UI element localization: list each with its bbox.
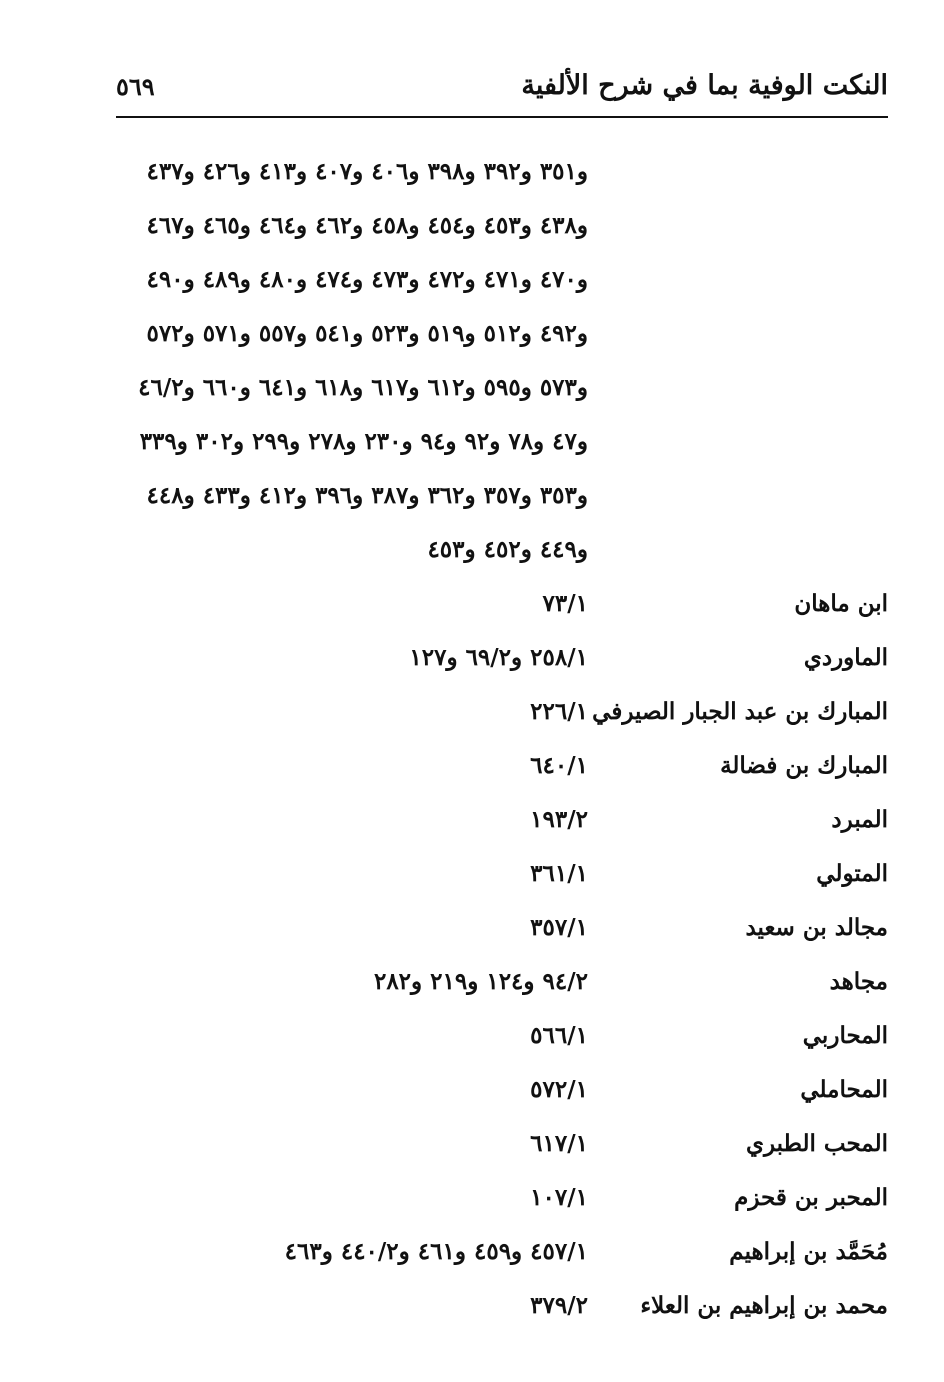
index-entry xyxy=(116,1174,888,1228)
entry-name: المحاربي xyxy=(802,1022,888,1049)
continuation-line: و٤٣٨ و٤٥٣ و٤٥٤ و٤٥٨ و٤٦٢ و٤٦٤ و٤٦٥ و٤٦٧ xyxy=(146,212,588,239)
entry-refs: ٣٥٧/١ xyxy=(530,914,588,941)
entry-name: ابن ماهان xyxy=(794,590,888,617)
page-number: ٥٦٩ xyxy=(116,72,155,101)
entry-name: محمد بن إبراهيم بن العلاء xyxy=(640,1292,888,1319)
entry-refs: ٤٥٧/١ و٤٥٩ و٤٦١ و٤٤٠/٢ و٤٦٣ xyxy=(284,1238,588,1265)
entry-name: المبارك بن عبد الجبار الصيرفي xyxy=(592,698,888,725)
entry-refs: ٢٥٨/١ و٦٩/٢ و١٢٧ xyxy=(409,644,588,671)
continuation-line: و٤٧٠ و٤٧١ و٤٧٢ و٤٧٣ و٤٧٤ و٤٨٠ و٤٨٩ و٤٩٠ xyxy=(146,266,588,293)
entry-name: المبرد xyxy=(831,806,888,833)
entry-name: مُحَمَّد بن إبراهيم xyxy=(729,1238,888,1265)
index-entry xyxy=(116,796,888,850)
header-rule xyxy=(116,116,888,118)
entry-name: المبارك بن فضالة xyxy=(720,752,888,779)
index-entry xyxy=(116,1282,888,1336)
entry-refs: ١٠٧/١ xyxy=(530,1184,588,1211)
entry-name: المحب الطبري xyxy=(745,1130,888,1157)
index-entry xyxy=(116,1228,888,1282)
continuation-line: و٣٥٣ و٣٥٧ و٣٦٢ و٣٨٧ و٣٩٦ و٤١٢ و٤٣٣ و٤٤٨ xyxy=(146,482,588,509)
entry-refs: ٣٦١/١ xyxy=(530,860,588,887)
entry-refs: ٦٤٠/١ xyxy=(530,752,588,779)
index-entry xyxy=(116,1012,888,1066)
entry-name: المحاملي xyxy=(800,1076,888,1103)
entry-name: الماوردي xyxy=(803,644,888,671)
index-entry xyxy=(116,904,888,958)
entry-name: مجالد بن سعيد xyxy=(745,914,888,941)
index-entry xyxy=(116,634,888,688)
index-entry xyxy=(116,1120,888,1174)
index-entry xyxy=(116,688,888,742)
index-entry xyxy=(116,958,888,1012)
entry-refs: ٥٦٦/١ xyxy=(530,1022,588,1049)
entry-refs: ٧٣/١ xyxy=(542,590,588,617)
entry-name: مجاهد xyxy=(829,968,888,995)
entry-refs: ٢٢٦/١ xyxy=(530,698,588,725)
entry-refs: ٩٤/٢ و١٢٤ و٢١٩ و٢٨٢ xyxy=(373,968,588,995)
index-entry xyxy=(116,850,888,904)
index-entry xyxy=(116,742,888,796)
continuation-line: و٤٧ و٧٨ و٩٢ و٩٤ و٢٣٠ و٢٧٨ و٢٩٩ و٣٠٢ و٣٣٩ xyxy=(139,428,588,455)
continuation-line: و٣٥١ و٣٩٢ و٣٩٨ و٤٠٦ و٤٠٧ و٤١٣ و٤٢٦ و٤٣٧ xyxy=(146,158,588,185)
index-entry xyxy=(116,1066,888,1120)
entry-refs: ١٩٣/٢ xyxy=(530,806,588,833)
continuation-line: و٤٤٩ و٤٥٢ و٤٥٣ xyxy=(427,536,588,563)
running-title: النكت الوفية بما في شرح الألفية xyxy=(521,70,888,101)
entry-name: المحبر بن قحزم xyxy=(734,1184,888,1211)
continuation-line: و٥٧٣ و٥٩٥ و٦١٢ و٦١٧ و٦١٨ و٦٤١ و٦٦٠ و٤٦/٢ xyxy=(138,374,588,401)
index-body xyxy=(116,148,888,1336)
continuation-line: و٤٩٢ و٥١٢ و٥١٩ و٥٢٣ و٥٤١ و٥٥٧ و٥٧١ و٥٧٢ xyxy=(146,320,588,347)
index-entry xyxy=(116,580,888,634)
entry-refs: ٦١٧/١ xyxy=(530,1130,588,1157)
entry-refs: ٥٧٢/١ xyxy=(530,1076,588,1103)
entry-name: المتولي xyxy=(816,860,888,887)
page-header xyxy=(116,70,888,110)
entry-refs: ٣٧٩/٢ xyxy=(530,1292,588,1319)
